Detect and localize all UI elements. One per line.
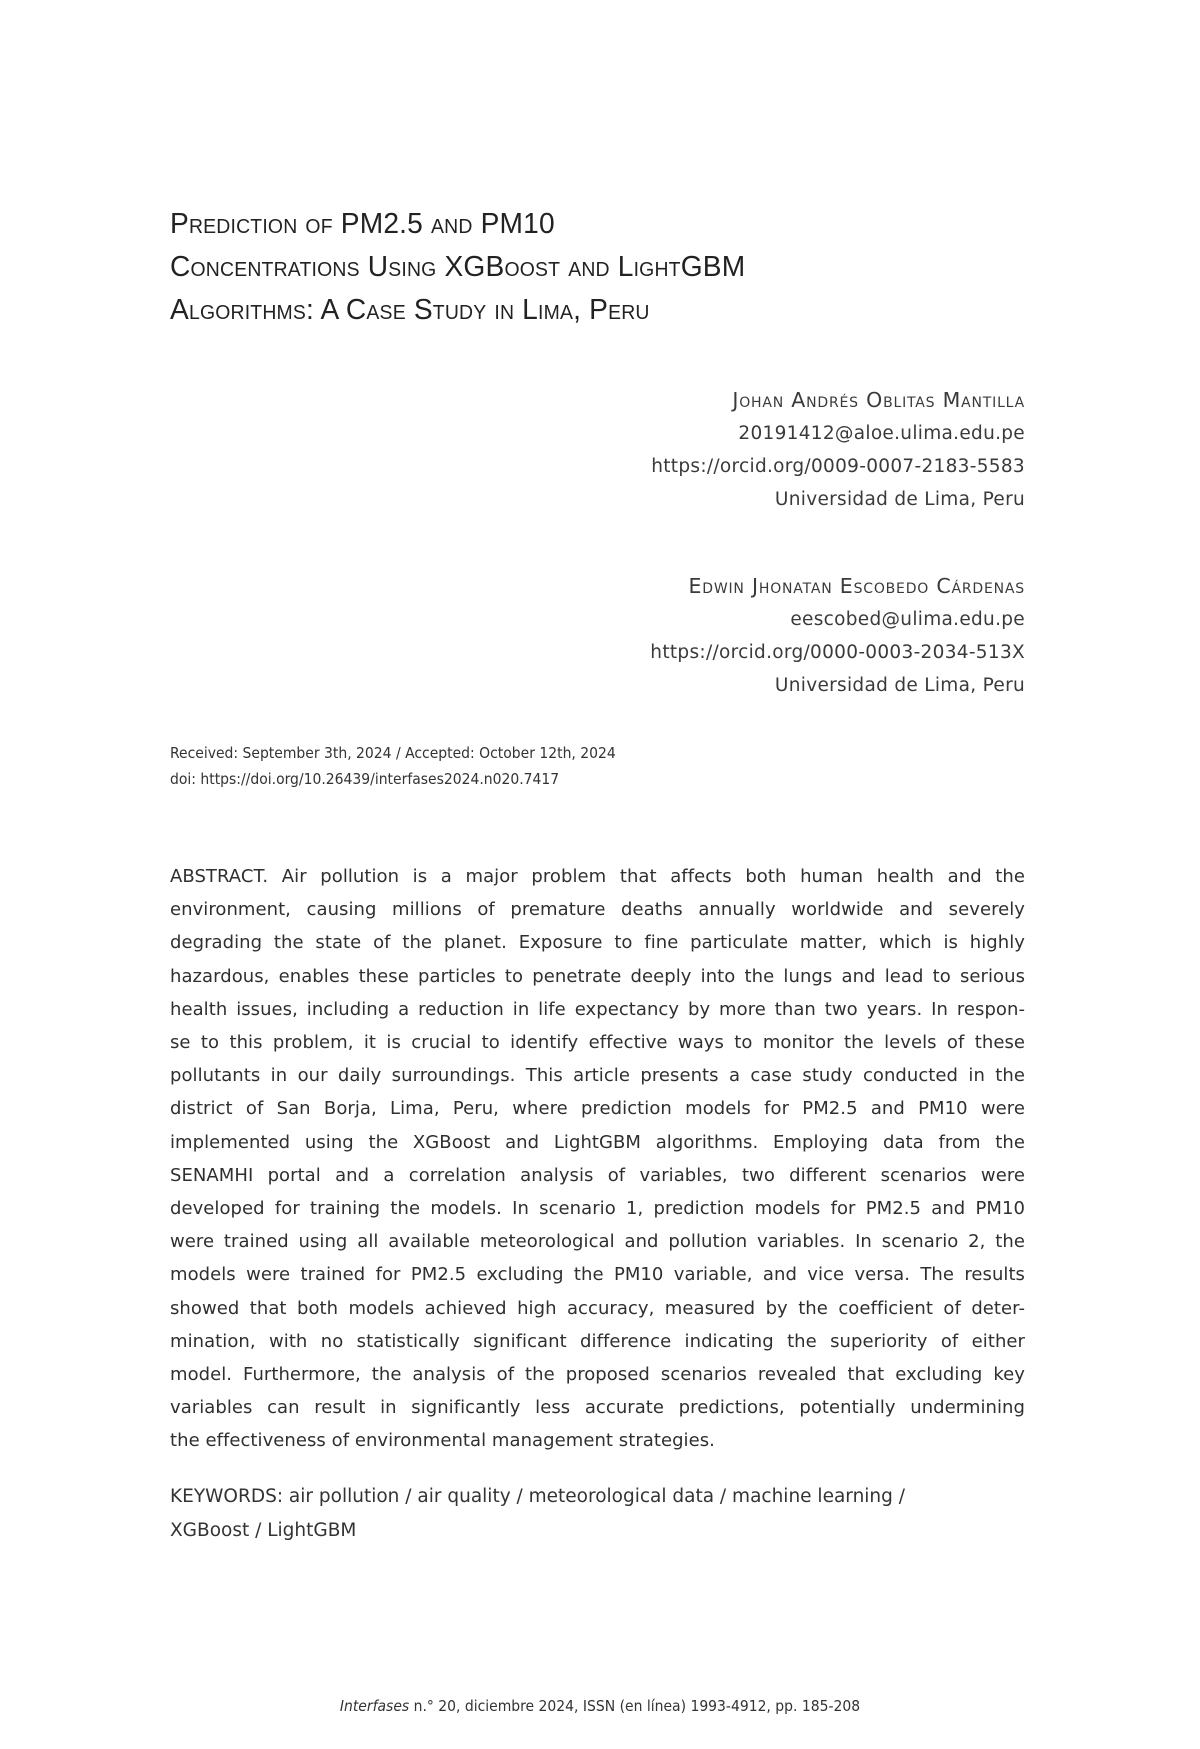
abstract-line: variables can result in significantly less accurate predictions, potentially undermining bbox=[170, 1397, 1025, 1419]
keywords-line: XGBoost / LightGBM bbox=[170, 1520, 357, 1541]
keywords-line: KEYWORDS: air pollution / air quality / meteorological data / machine learning / bbox=[170, 1486, 906, 1507]
journal-issue-info: n.° 20, diciembre 2024, ISSN (en línea) 1993-4912, pp. 185-208 bbox=[409, 1697, 861, 1715]
abstract-line: showed that both models achieved high accuracy, measured by the coefficient of deter- bbox=[170, 1297, 1025, 1319]
title-line: Concentrations Using XGBoost and LightGBM bbox=[170, 251, 746, 283]
abstract-line: health issues, including a reduction in life expectancy by more than two years. In respon- bbox=[170, 998, 1025, 1020]
author-affiliation: Universidad de Lima, Peru bbox=[774, 489, 1025, 510]
author-name: Edwin Jhonatan Escobedo Cárdenas bbox=[688, 574, 1025, 598]
paper-title bbox=[170, 203, 1004, 332]
abstract-line: pollutants in our daily surroundings. This article presents a case study conducted in the bbox=[170, 1065, 1025, 1087]
abstract-line: ABSTRACT. Air pollution is a major problem that affects both human health and the bbox=[170, 866, 1025, 887]
abstract bbox=[170, 860, 1025, 1458]
author-block bbox=[651, 384, 1025, 516]
abstract-line: the effectiveness of environmental management strategies. bbox=[170, 1430, 715, 1452]
author-orcid-link[interactable]: https://orcid.org/0009-0007-2183-5583 bbox=[651, 456, 1025, 477]
abstract-line: degrading the state of the planet. Exposure to fine particulate matter, which is highly bbox=[170, 932, 1025, 954]
abstract-line: hazardous, enables these particles to penetrate deeply into the lungs and lead to serious bbox=[170, 965, 1025, 987]
abstract-line: district of San Borja, Lima, Peru, where prediction models for PM2.5 and PM10 were bbox=[170, 1098, 1025, 1120]
doi-link[interactable]: doi: https://doi.org/10.26439/interfases2024.n020.7417 bbox=[170, 770, 560, 788]
author-orcid-link[interactable]: https://orcid.org/0000-0003-2034-513X bbox=[650, 642, 1025, 663]
abstract-line: se to this problem, it is crucial to identify effective ways to monitor the levels of these bbox=[170, 1032, 1025, 1054]
abstract-line: developed for training the models. In scenario 1, prediction models for PM2.5 and PM10 bbox=[170, 1198, 1025, 1220]
abstract-line: mination, with no statistically significant difference indicating the superiority of either bbox=[170, 1330, 1025, 1352]
abstract-line: environment, causing millions of premature deaths annually worldwide and severely bbox=[170, 899, 1025, 921]
received-accepted-dates: Received: September 3th, 2024 / Accepted: October 12th, 2024 bbox=[170, 744, 616, 762]
author-email[interactable]: eescobed@ulima.edu.pe bbox=[790, 609, 1025, 630]
page-footer bbox=[0, 1697, 1200, 1715]
author-affiliation: Universidad de Lima, Peru bbox=[774, 675, 1025, 696]
abstract-line: model. Furthermore, the analysis of the proposed scenarios revealed that excluding key bbox=[170, 1364, 1025, 1386]
author-block bbox=[650, 570, 1025, 702]
author-email[interactable]: 20191412@aloe.ulima.edu.pe bbox=[738, 423, 1025, 444]
title-line: Prediction of PM2.5 and PM10 bbox=[170, 208, 555, 240]
abstract-line: implemented using the XGBoost and LightGBM algorithms. Employing data from the bbox=[170, 1131, 1025, 1153]
publication-dates bbox=[170, 740, 616, 792]
abstract-line: models were trained for PM2.5 excluding the PM10 variable, and vice versa. The results bbox=[170, 1264, 1025, 1286]
journal-name: Interfases bbox=[339, 1697, 410, 1715]
abstract-line: were trained using all available meteorological and pollution variables. In scenario 2, the bbox=[170, 1231, 1025, 1253]
author-name: Johan Andrés Oblitas Mantilla bbox=[732, 388, 1025, 412]
abstract-line: SENAMHI portal and a correlation analysis of variables, two different scenarios were bbox=[170, 1164, 1025, 1186]
keywords bbox=[170, 1480, 1025, 1548]
title-line: Algorithms: A Case Study in Lima, Peru bbox=[170, 294, 650, 326]
